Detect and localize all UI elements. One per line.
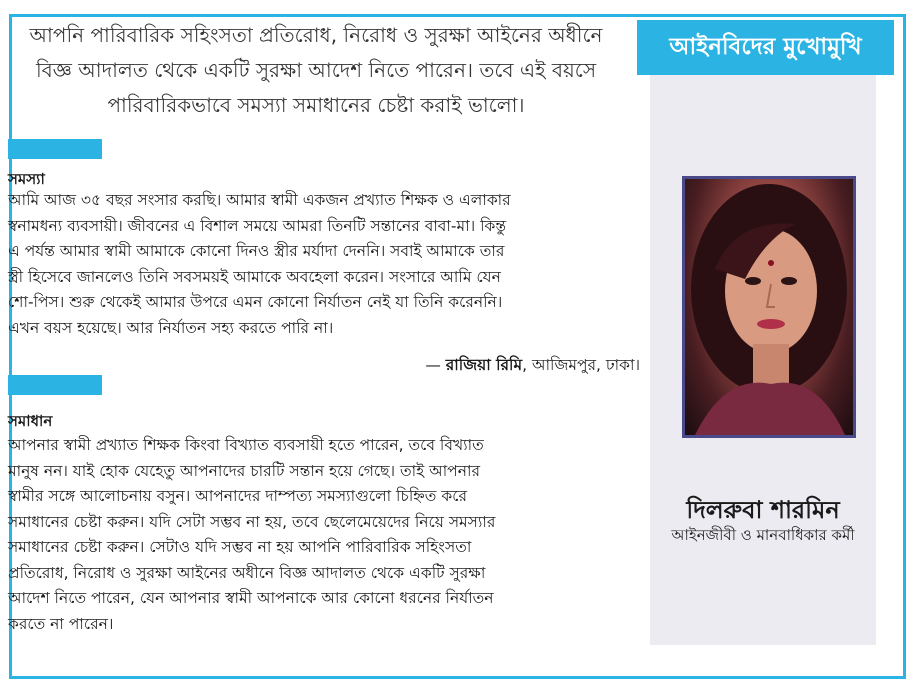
solution-line: আপনার স্বামী প্রখ্যাত শিক্ষক কিংবা বিখ্যাত ব্যবসায়ী হতে পারেন, তবে বিখ্যাত <box>8 436 484 454</box>
eye-left <box>745 277 761 285</box>
letter-signature <box>425 353 640 379</box>
lawyer-photo <box>682 176 856 438</box>
lawyer-name: দিলরুবা শারমিন <box>686 496 840 524</box>
column-title: আইনবিদের মুখোমুখি <box>637 20 894 75</box>
eye-right <box>781 277 797 285</box>
section-marker-bar <box>8 139 102 159</box>
solution-text <box>8 433 633 637</box>
bindi-dot <box>768 260 774 266</box>
solution-line: মানুষ নন। যাই হোক যেহেতু আপনাদের চারটি সন্তান হয়ে গেছে। তাই আপনার <box>8 461 480 480</box>
signature-dash: — <box>425 356 446 374</box>
problem-line: আমি আজ ৩৫ বছর সংসার করছি। আমার স্বামী একজন প্রখ্যাত শিক্ষক ও এলাকার <box>8 191 511 209</box>
solution-line: স্বামীর সঙ্গে আলোচনায় বসুন। আপনাদের দাম্পত্য সমস্যাগুলো চিহ্নিত করে <box>8 487 467 505</box>
intro-line: বিজ্ঞ আদালত থেকে একটি সুরক্ষা আদেশ নিতে পারেন। তবে এই বয়সে <box>35 58 597 82</box>
solution-line: সমাধানের চেষ্টা করুন। যদি সেটা সম্ভব না হয়, তবে ছেলেমেয়েদের নিয়ে সমস্যার <box>8 512 496 531</box>
problem-line: এখন বয়স হয়েছে। আর নির্যাতন সহ্য করতে পারি না। <box>8 318 334 337</box>
signature-name: রাজিয়া রিমি <box>445 356 523 374</box>
lips-shape <box>757 319 785 329</box>
problem-line: এ পর্যন্ত আমার স্বামী আমাকে কোনো দিনও স্ত্রীর মর্যাদা দেননি। সবাই আমাকে তার <box>8 242 505 260</box>
section-marker-bar <box>8 375 102 395</box>
problem-line: স্ত্রী হিসেবে জানলেও তিনি সবসময়ই আমাকে অবহেলা করেন। সংসারে আমি যেন <box>8 267 501 286</box>
intro-line: পারিবারিকভাবে সমস্যা সমাধানের চেষ্টা করাই ভালো। <box>107 93 525 117</box>
solution-line: আদেশ নিতে পারেন, যেন আপনার স্বামী আপনাকে আর কোনো ধরনের নির্যাতন <box>8 589 494 607</box>
lawyer-role: আইনজীবী ও মানবাধিকার কর্মী <box>671 526 855 544</box>
solution-line: প্রতিরোধ, নিরোধ ও সুরক্ষা আইনের অধীনে বিজ্ঞ আদালত থেকে একটি সুরক্ষা <box>8 563 486 582</box>
problem-line: শো-পিস। শুরু থেকেই আমার উপরে এমন কোনো নির্যাতন নেই যা তিনি করেননি। <box>8 293 503 311</box>
solution-line: করতে না পারেন। <box>8 614 114 633</box>
solution-line: সমাধানের চেষ্টা করুন। সেটাও যদি সম্ভব না হয় আপনি পারিবারিক সহিংসতা <box>8 538 472 556</box>
intro-text <box>6 18 626 123</box>
problem-text <box>8 188 633 341</box>
problem-line: স্বনামধন্য ব্যবসায়ী। জীবনের এ বিশাল সময়ে আমরা তিনটি সন্তানের বাবা-মা। কিন্তু <box>8 216 507 235</box>
problem-heading: সমস্যা <box>8 170 45 188</box>
signature-place: , আজিমপুর, ঢাকা। <box>522 356 640 374</box>
neck-shape <box>753 344 789 384</box>
clothing-shape <box>695 383 845 435</box>
solution-heading: সমাধান <box>8 412 53 430</box>
portrait-illustration <box>685 179 853 435</box>
intro-line: আপনি পারিবারিক সহিংসতা প্রতিরোধ, নিরোধ ও সুরক্ষা আইনের অধীনে <box>29 23 603 47</box>
